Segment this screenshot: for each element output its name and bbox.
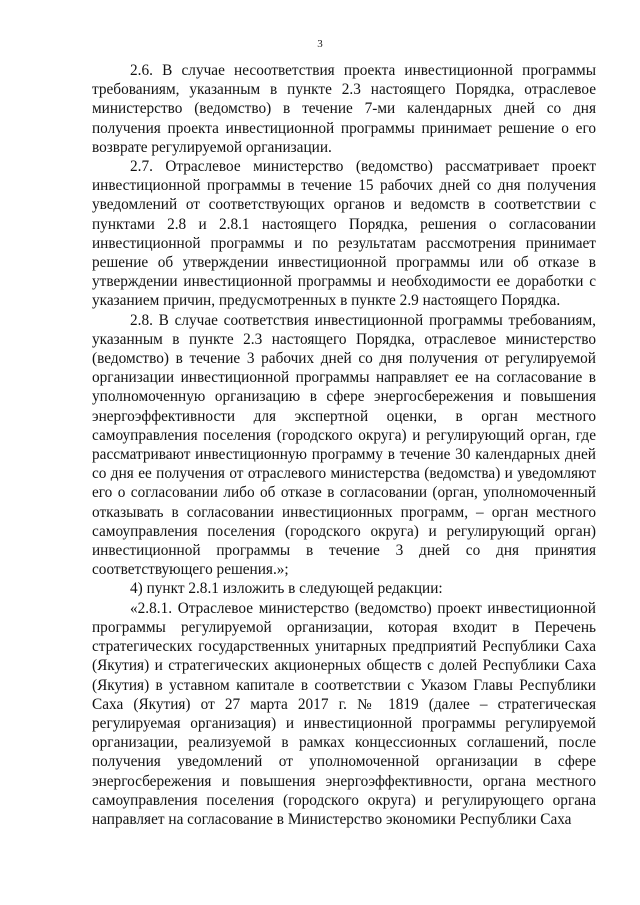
paragraph-2-8: 2.8. В случае соответствия инвестиционной программы требованиям, указанным в пункте 2.3 настоящего Порядка, отраслевое министерство (ведомство) в течение 3 рабочих дней со дня получения от регулируемой организации инвестиционной программы направляет ее на согласование в уполномоченную организацию в сфере энергосбережения и повышения энергоэффективности для экспертной оценки, в орган местного самоуправления поселения (городского округа) и регулирующий орган, где рассматривают инвестиционную программу в течение 30 календарных дней со дня ее получения от отраслевого министерства (ведомства) и уведомляют его о согласовании либо об отказе в согласовании (орган, уполномоченный отказывать в согласовании инвестиционных программ, – орган местного самоуправления поселения (городского округа) и регулирующий орган) инвестиционной программы в течение 3 дней со дня принятия соответствующего решения.»;: [92, 311, 596, 579]
paragraph-item-4: 4) пункт 2.8.1 изложить в следующей редакции:: [130, 580, 443, 598]
paragraph-2-8-1: «2.8.1. Отраслевое министерство (ведомство) проект инвестиционной программы регулируемой организации, которая входит в Перечень стратегических государственных унитарных предприятий Республики Саха (Якутия) и стратегических акционерных обществ с долей Республики Саха (Якутия) в уставном капитале в соответствии с Указом Главы Республики Саха (Якутия) от 27 марта 2017 г. № 1819 (далее – стратегическая регулируемая организация) и инвестиционной программы регулируемой организации, реализуемой в рамках концессионных соглашений, после получения уведомлений от уполномоченной организации в сфере энергосбережения и повышения энергоэффективности, органа местного самоуправления поселения (городского округа) и регулирующего органа направляет на согласование в Министерство экономики Республики Саха: [92, 599, 596, 828]
paragraph-2-7: 2.7. Отраслевое министерство (ведомство) рассматривает проект инвестиционной программы в течение 15 рабочих дней со дня получения уведомлений от соответствующих органов и ведомств в соответствии с пунктами 2.8 и 2.8.1 настоящего Порядка, решения о согласовании инвестиционной программы и по результатам рассмотрения принимает решение об утверждении инвестиционной программы или об отказе в утверждении инвестиционной программы и необходимости ее доработки с указанием причин, предусмотренных в пункте 2.9 настоящего Порядка.: [92, 158, 596, 310]
paragraph-2-6: 2.6. В случае несоответствия проекта инвестиционной программы требованиям, указанным в пункте 2.3 настоящего Порядка, отраслевое министерство (ведомство) в течение 7-ми календарных дней со дня получения проекта инвестиционной программы принимает решение о его возврате регулируемой организации.: [92, 62, 596, 156]
document-body: [92, 61, 596, 829]
page-number: 3: [317, 38, 323, 50]
